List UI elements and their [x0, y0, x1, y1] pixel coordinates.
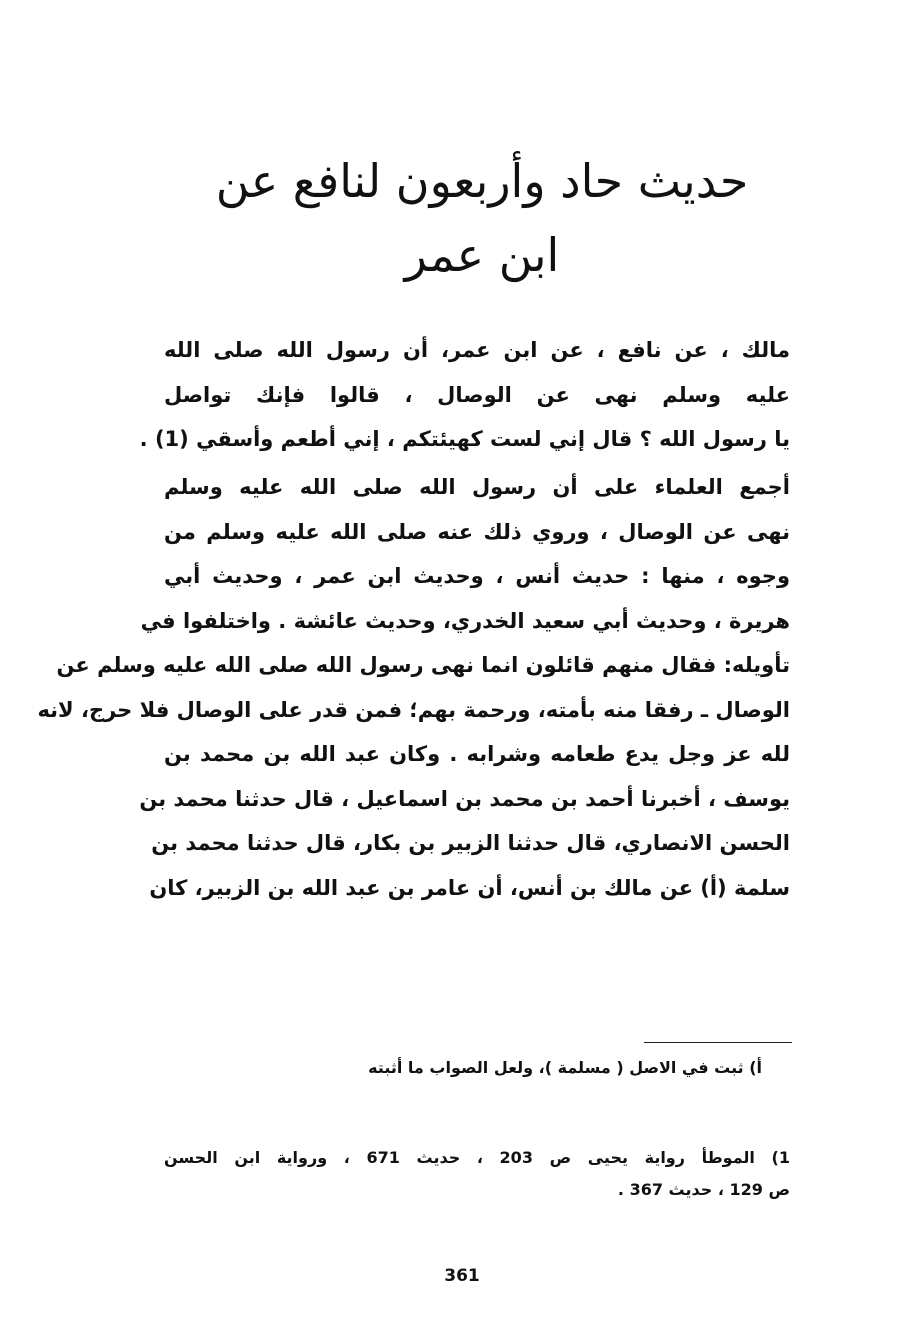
text-line: سلمة (أ) عن مالك بن أنس، أن عامر بن عبد الله بن الزبير، كان — [149, 875, 790, 900]
text-line: الحسن الانصاري، قال حدثنا الزبير بن بكار، قال حدثنا محمد بن — [151, 831, 790, 855]
chapter-title-line-2: ابن عمر — [404, 228, 560, 282]
text-line: أجمع العلماء على أن رسول الله صلى الله عليه وسلم — [164, 475, 790, 499]
text-line: الوصال ـ رفقا منه بأمته، ورحمة بهم؛ فمن قدر على الوصال فلا حرج، لانه — [37, 697, 790, 722]
paragraph-hadith — [139, 328, 790, 462]
text-line: هريرة ، وحديث أبي سعيد الخدري، وحديث عائشة . واختلفوا في — [140, 608, 790, 633]
paragraph-commentary — [37, 465, 790, 910]
text-line: نهى عن الوصال ، وروي ذلك عنه صلى الله عليه وسلم من — [164, 519, 790, 544]
footnote-one-line-1: 1) الموطأ رواية يحيى ص 203 ، حديث 671 ، ورواية ابن الحسن — [164, 1148, 790, 1167]
text-line: يوسف ، أخبرنا أحمد بن محمد بن اسماعيل ، قال حدثنا محمد بن — [139, 786, 790, 811]
footnote-divider — [644, 1042, 792, 1043]
text-line: لله عز وجل يدع طعامه وشرابه . وكان عبد الله بن محمد بن — [164, 742, 790, 766]
text-line: يا رسول الله ؟ قال إني لست كهيئتكم ، إني أطعم وأسقي (1) . — [139, 427, 790, 451]
text-line: مالك ، عن نافع ، عن ابن عمر، أن رسول الله صلى الله — [164, 338, 790, 362]
footnote-alef: أ) ثبت في الاصل ( مسلمة )، ولعل الصواب ما أثبته — [368, 1058, 762, 1077]
footnote-one-line-2: ص 129 ، حديث 367 . — [617, 1180, 790, 1199]
text-line: عليه وسلم نهى عن الوصال ، قالوا فإنك تواصل — [164, 382, 790, 407]
text-line: تأويله: فقال منهم قائلون انما نهى رسول الله صلى الله عليه وسلم عن — [56, 653, 790, 677]
page-number: 361 — [444, 1266, 480, 1286]
chapter-title-line-1: حديث حاد وأربعون لنافع عن — [215, 154, 749, 208]
text-line: وجوه ، منها : حديث أنس ، وحديث ابن عمر ، وحديث أبي — [164, 564, 790, 588]
